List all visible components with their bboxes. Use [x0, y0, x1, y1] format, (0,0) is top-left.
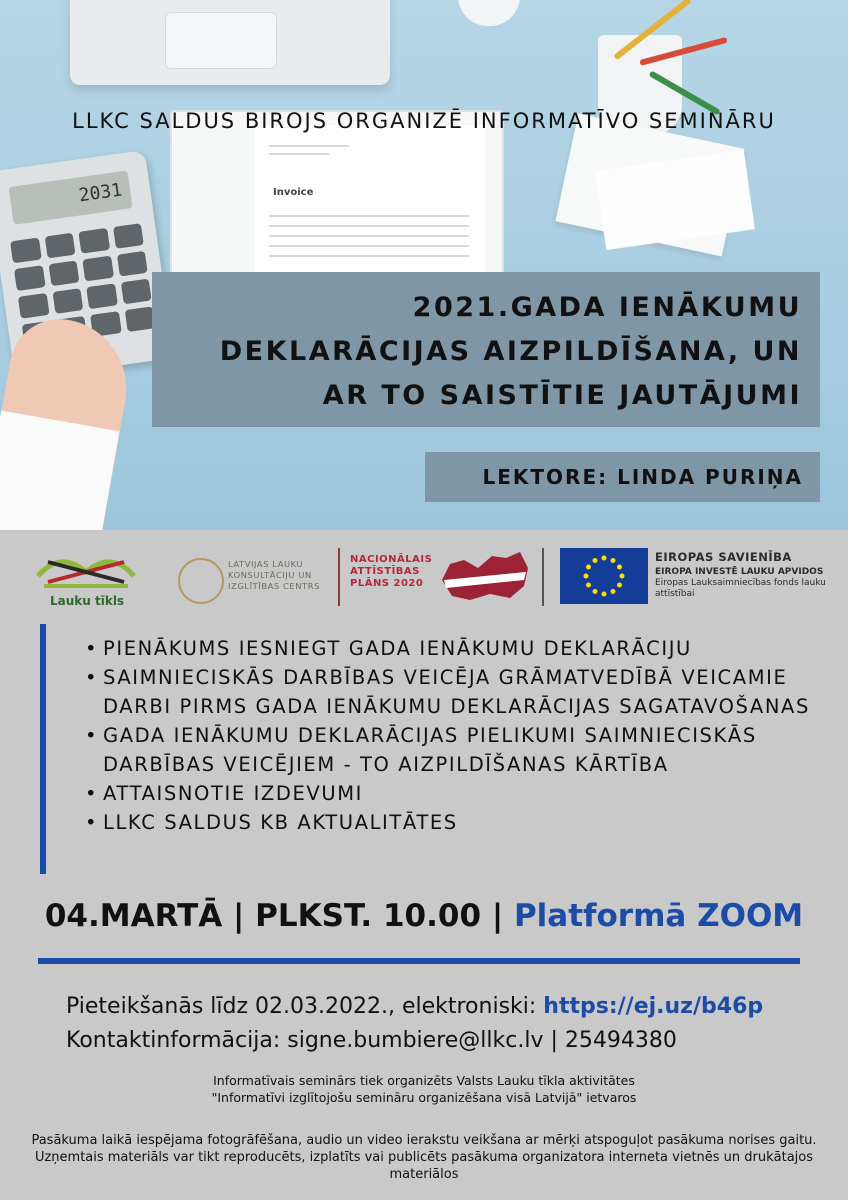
- topic-item: • GADA IENĀKUMU DEKLARĀCIJAS PIELIKUMI SAIMNIECISKĀS DARBĪBAS VEICĒJIEM - TO AIZPILDĪŠANAS KĀRTĪBA: [85, 721, 825, 779]
- platform-text: Platformā ZOOM: [513, 898, 804, 934]
- disclaimer-line: Pasākuma laikā iespējama fotogrāfēšana, audio un video ierakstu veikšana ar mērķi atspoguļot pasākuma norises gaitu.: [31, 1133, 817, 1148]
- topic-item: • SAIMNIECISKĀS DARBĪBAS VEICĒJA GRĀMATVEDĪBĀ VEICAMIE DARBI PIRMS GADA IENĀKUMU DEKLARĀCIJAS SAGATAVOŠANAS: [85, 663, 825, 721]
- info-note: [0, 1072, 848, 1106]
- llkc-logo: [178, 555, 328, 610]
- seminar-title: [220, 286, 802, 418]
- eu-flag-icon: [560, 548, 648, 604]
- llkc-emblem-icon: [178, 558, 224, 604]
- hero-photo: [0, 0, 848, 530]
- invoice-label: Invoice: [273, 187, 314, 198]
- latvia-map-icon: [440, 550, 530, 602]
- title-line: DEKLARĀCIJAS AIZPILDĪŠANA, UN: [219, 336, 802, 367]
- photo-disclaimer: [0, 1132, 848, 1183]
- lauku-tikls-logo: [30, 542, 142, 617]
- organizer-heading: LLKC SALDUS BIROJS ORGANIZĒ INFORMATĪVO SEMINĀRU: [72, 109, 776, 133]
- eu-sub-line: Eiropas Lauksaimniecības fonds lauku attīstībai: [655, 578, 826, 599]
- calculator-display: 2031: [8, 170, 132, 224]
- info-line: "Informatīvi izglītojošu semināru organizēšana visā Latvijā" ietvaros: [211, 1090, 637, 1105]
- nap-line: ATTĪSTĪBAS: [350, 566, 420, 577]
- disclaimer-line: materiālos: [389, 1167, 459, 1182]
- contact-line: Kontaktinformācija: signe.bumbiere@llkc.lv | 25494380: [66, 1028, 677, 1053]
- registration-text: Pieteikšanās līdz 02.03.2022., elektroniski:: [66, 994, 544, 1019]
- eu-sub-line: EIROPA INVESTĒ LAUKU APVIDOS: [655, 567, 824, 577]
- invoice-image: [255, 125, 485, 275]
- logo-divider: [338, 548, 340, 606]
- lecturer-name: LEKTORE: LINDA PURIŅA: [482, 465, 803, 489]
- lauku-tikls-label: Lauku tīkls: [50, 594, 125, 608]
- topics-list: [85, 634, 825, 837]
- lecturer-box: [425, 452, 820, 502]
- topic-item: • LLKC SALDUS KB AKTUALITĀTES: [85, 808, 825, 837]
- llkc-label: LATVIJAS LAUKU KONSULTĀCIJU UN IZGLĪTĪBAS CENTRS: [228, 559, 320, 591]
- event-datetime: [0, 898, 848, 934]
- accent-bar: [40, 624, 46, 874]
- title-line: 2021.GADA IENĀKUMU: [412, 292, 802, 323]
- topics-section: [40, 624, 840, 874]
- nap-line: PLĀNS 2020: [350, 578, 424, 589]
- topic-item: • PIENĀKUMS IESNIEGT GADA IENĀKUMU DEKLARĀCIJU: [85, 634, 825, 663]
- eu-subtitle: [655, 567, 845, 600]
- registration-line: [66, 990, 763, 1024]
- lauku-tikls-icon: [30, 542, 142, 594]
- sleeve-image: [0, 410, 120, 530]
- title-line: AR TO SAISTĪTIE JAUTĀJUMI: [322, 380, 802, 411]
- seminar-title-box: [152, 272, 820, 427]
- date-time-text: 04.MARTĀ | PLKST. 10.00 |: [44, 898, 514, 934]
- registration-block: [66, 990, 763, 1058]
- trackpad: [165, 12, 277, 69]
- topic-item: • ATTAISNOTIE IZDEVUMI: [85, 779, 825, 808]
- info-line: Informatīvais seminārs tiek organizēts Valsts Lauku tīkla aktivitātes: [213, 1073, 635, 1088]
- logo-divider: [542, 548, 544, 606]
- divider-rule: [38, 958, 800, 964]
- disclaimer-line: Uzņemtais materiāls var tikt reproducēts, izplatīts vai publicēts pasākuma organizatora interneta vietnēs un drukātajos: [34, 1150, 814, 1165]
- partner-logos: [0, 530, 848, 625]
- nap-line: NACIONĀLAIS: [350, 554, 433, 565]
- laptop-image: [70, 0, 390, 85]
- eu-title: EIROPAS SAVIENĪBA: [655, 550, 792, 564]
- registration-link[interactable]: https://ej.uz/b46p: [543, 994, 764, 1019]
